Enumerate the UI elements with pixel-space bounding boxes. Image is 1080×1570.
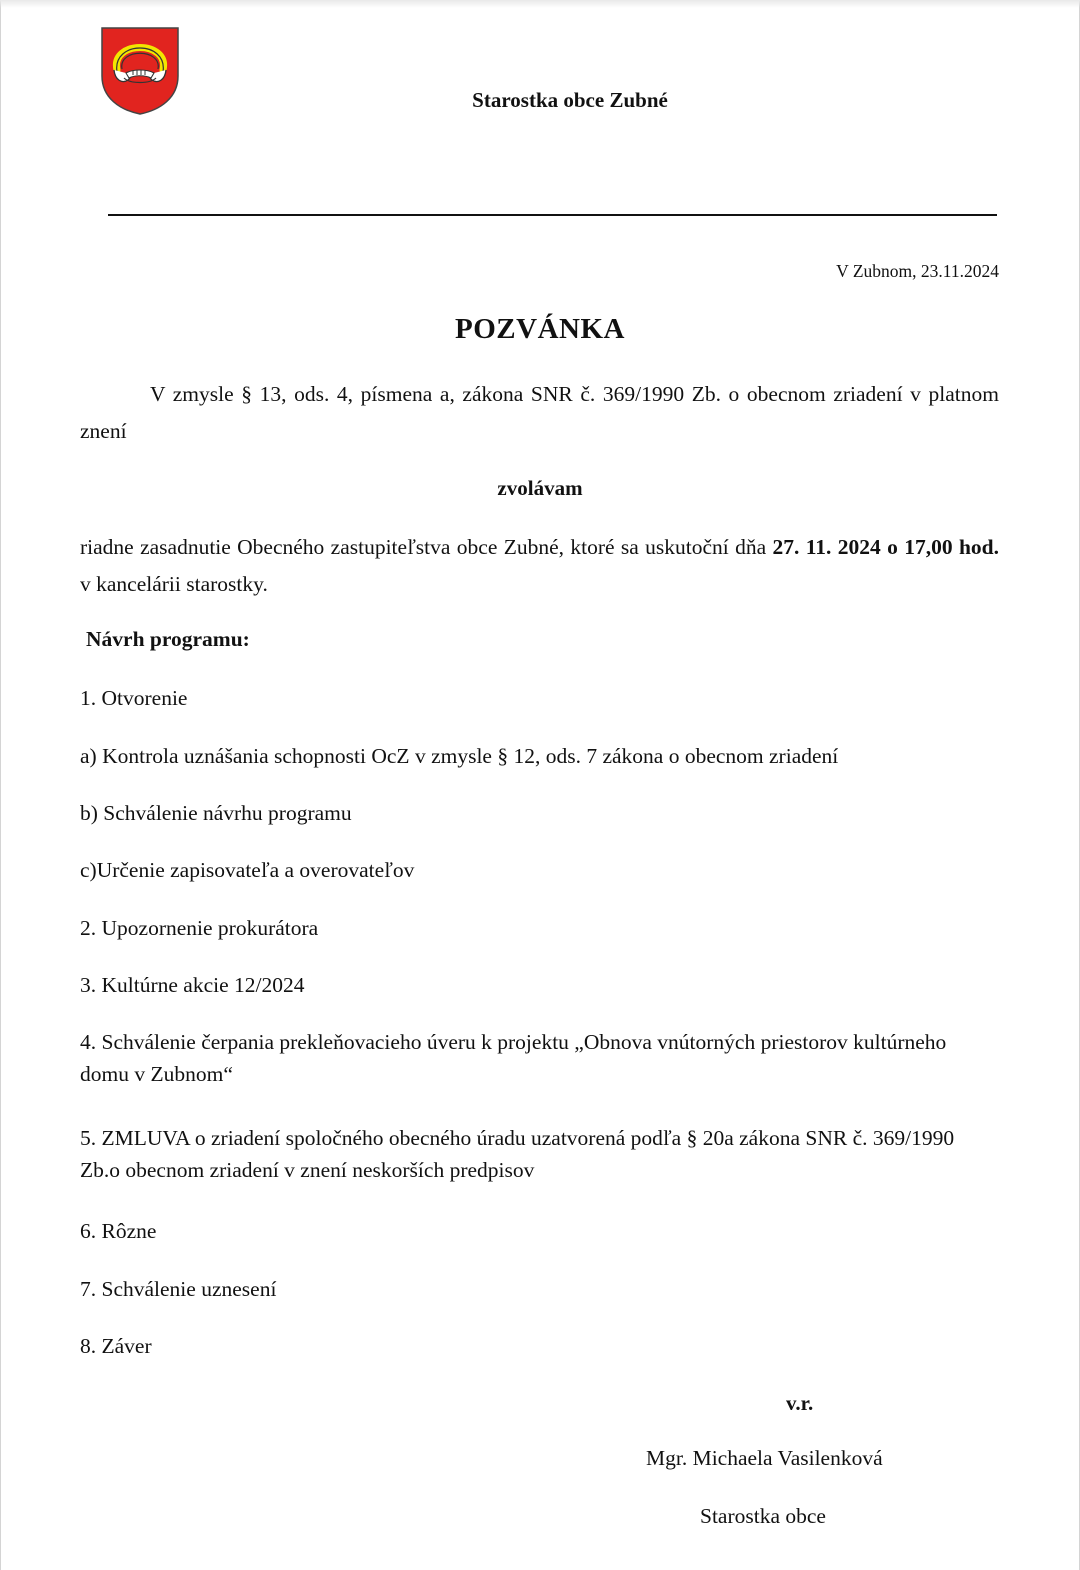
agenda-item: c)Určenie zapisovateľa a overovateľov <box>80 858 415 882</box>
agenda-heading: Návrh programu: <box>86 627 250 651</box>
document-title: POZVÁNKA <box>455 313 625 345</box>
agenda-item: 3. Kultúrne akcie 12/2024 <box>80 973 305 997</box>
page-top-shadow <box>0 0 1080 8</box>
header-title: Starostka obce Zubné <box>472 88 668 112</box>
signer-role: Starostka obce <box>700 1504 826 1528</box>
meeting-datetime: 27. 11. 2024 o 17,00 hod. <box>772 535 999 559</box>
convene-statement: zvolávam <box>497 476 583 500</box>
agenda-item: 4. Schválenie čerpania prekleňovacieho úveru k projektu „Obnova vnútorných priestorov kultúrneho domu v Zubnom“ <box>80 1030 947 1086</box>
signer-name: Mgr. Michaela Vasilenková <box>646 1446 883 1470</box>
meeting-paragraph <box>80 529 999 603</box>
agenda-item: 6. Rôzne <box>80 1219 157 1243</box>
legal-basis-paragraph: V zmysle § 13, ods. 4, písmena a, zákona SNR č. 369/1990 Zb. o obecnom zriadení v platnom znení <box>80 382 999 443</box>
agenda-item: b) Schválenie návrhu programu <box>80 801 352 825</box>
agenda-item: 5. ZMLUVA o zriadení spoločného obecného úradu uzatvorená podľa § 20a zákona SNR č. 369/1990 Zb.o obecnom zriadení v znení neskorších predpisov <box>80 1126 955 1182</box>
meeting-text-before: riadne zasadnutie Obecného zastupiteľstva obce Zubné, ktoré sa uskutoční dňa <box>80 535 773 559</box>
agenda-item: 8. Záver <box>80 1334 152 1358</box>
agenda-item: a) Kontrola uznášania schopnosti OcZ v zmysle § 12, ods. 7 zákona o obecnom zriadení <box>80 744 839 768</box>
agenda-item: 1. Otvorenie <box>80 686 188 710</box>
signature-vr: v.r. <box>786 1391 814 1415</box>
date-line: V Zubnom, 23.11.2024 <box>836 261 999 281</box>
header-divider <box>108 214 997 216</box>
agenda-item: 7. Schválenie uznesení <box>80 1277 277 1301</box>
agenda-item: 2. Upozornenie prokurátora <box>80 916 319 940</box>
meeting-text-after: v kancelárii starostky. <box>80 572 268 596</box>
